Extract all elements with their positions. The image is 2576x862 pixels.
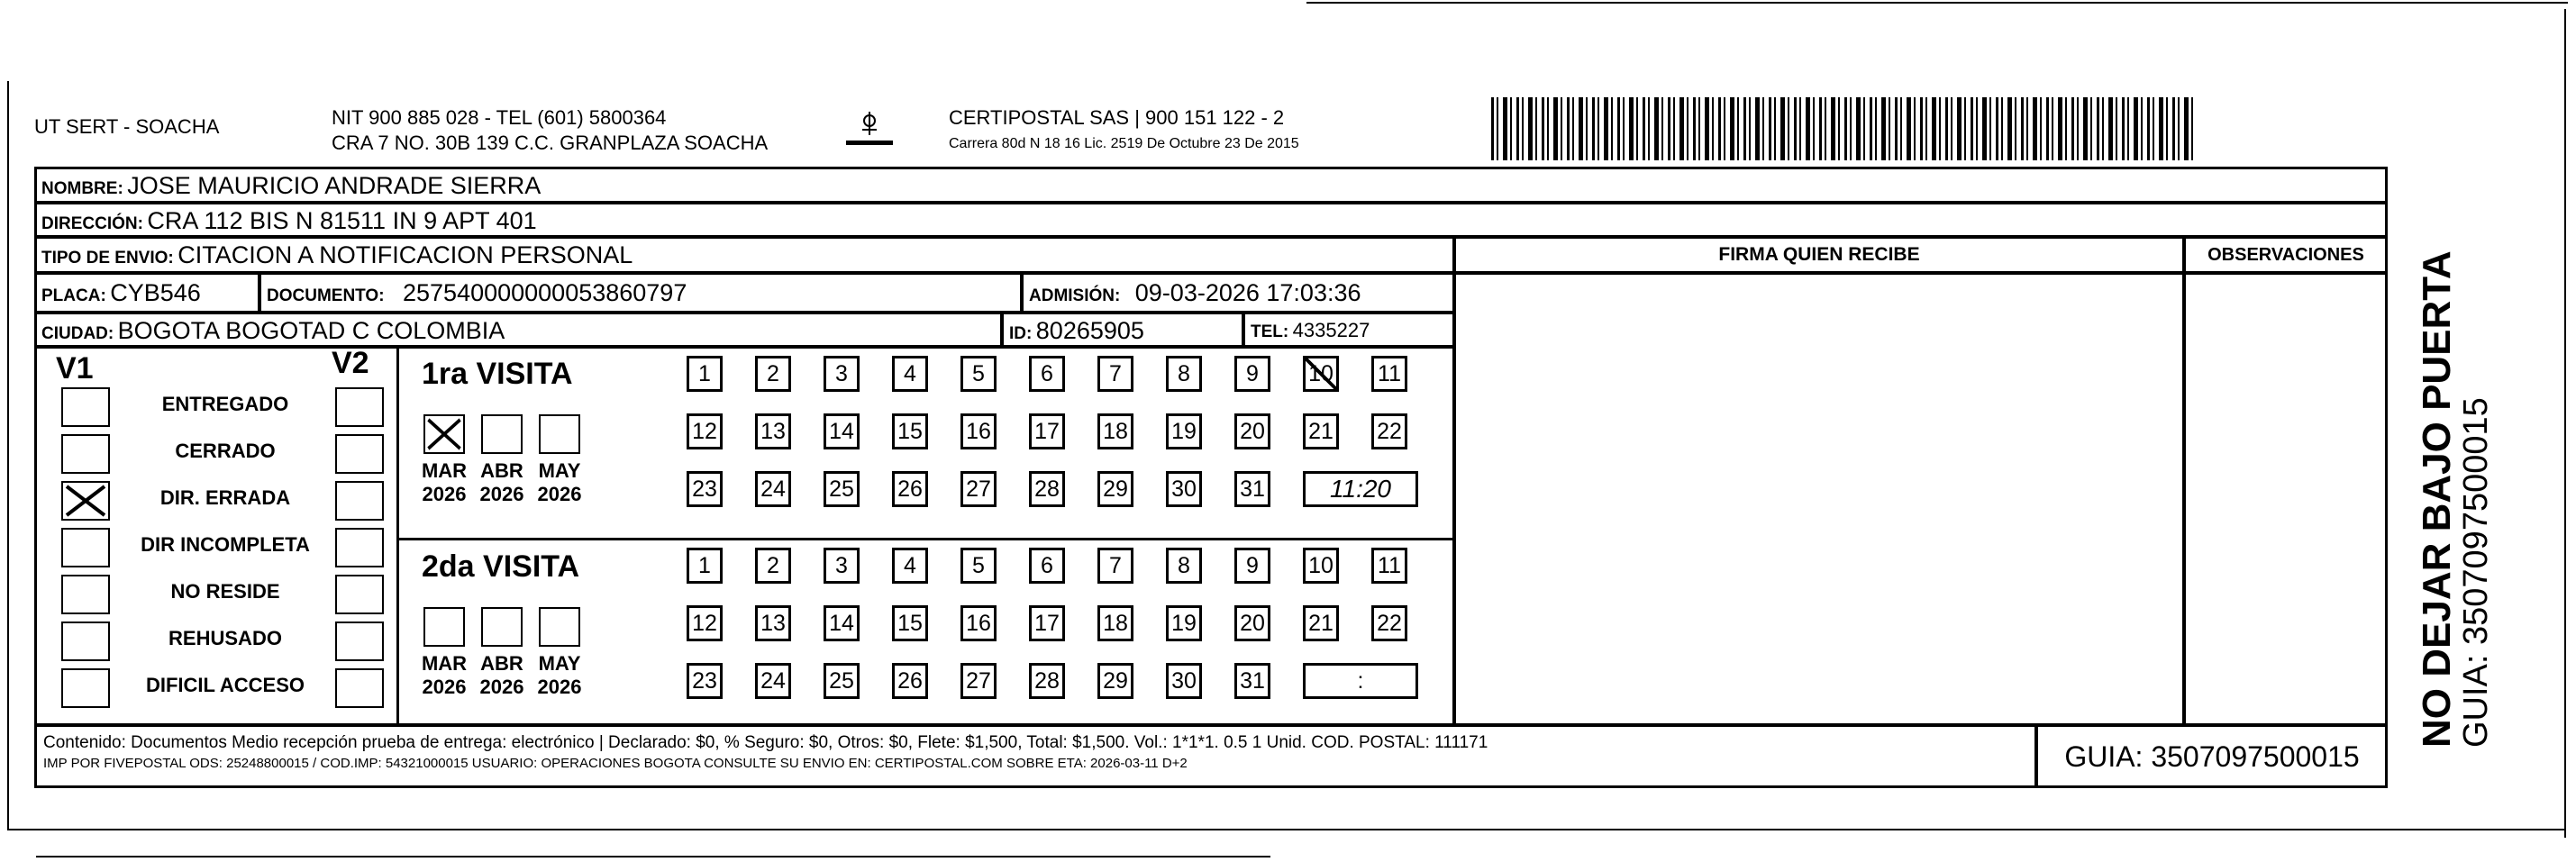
day-box[interactable]: 24 bbox=[755, 471, 791, 507]
direccion-value: CRA 112 BIS N 81511 IN 9 APT 401 bbox=[147, 207, 537, 234]
barcode bbox=[1491, 97, 2194, 160]
nit-line: NIT 900 885 028 - TEL (601) 5800364 bbox=[332, 106, 667, 129]
day-box[interactable]: 17 bbox=[1029, 413, 1065, 449]
id-value: 80265905 bbox=[1035, 317, 1144, 344]
day-box[interactable]: 3 bbox=[824, 548, 860, 584]
day-box[interactable]: 12 bbox=[687, 605, 723, 641]
tipo-label: TIPO DE ENVIO: bbox=[41, 249, 174, 268]
day-box[interactable]: 4 bbox=[892, 356, 928, 392]
direccion-label: DIRECCIÓN: bbox=[41, 214, 143, 233]
visits-divider-v bbox=[396, 347, 399, 725]
day-box[interactable]: 17 bbox=[1029, 605, 1065, 641]
v1-checkbox[interactable] bbox=[61, 668, 110, 708]
v1-checkbox[interactable] bbox=[61, 622, 110, 661]
month-label: MAY bbox=[538, 459, 581, 482]
status-label: DIR INCOMPLETA bbox=[141, 533, 310, 556]
month-label: MAY bbox=[538, 652, 581, 675]
tipo-value: CITACION A NOTIFICACION PERSONAL bbox=[177, 241, 633, 268]
tel-cell bbox=[1243, 313, 1454, 347]
month-checkbox[interactable] bbox=[423, 607, 465, 647]
v1-header: V1 bbox=[56, 351, 94, 386]
day-box[interactable]: 29 bbox=[1097, 663, 1133, 699]
company-line: CERTIPOSTAL SAS | 900 151 122 - 2 bbox=[949, 106, 1285, 129]
day-box[interactable]: 19 bbox=[1166, 605, 1202, 641]
direccion-row bbox=[34, 203, 2388, 237]
day-box[interactable]: 1 bbox=[687, 548, 723, 584]
day-box[interactable]: 9 bbox=[1234, 356, 1270, 392]
day-box[interactable]: 14 bbox=[824, 413, 860, 449]
day-box[interactable]: 26 bbox=[892, 471, 928, 507]
license-line: Carrera 80d N 18 16 Lic. 2519 De Octubre 23 De 2015 bbox=[949, 136, 1299, 151]
day-box[interactable]: 2 bbox=[755, 356, 791, 392]
day-box[interactable]: 11 bbox=[1371, 548, 1407, 584]
day-box[interactable]: 29 bbox=[1097, 471, 1133, 507]
day-box[interactable]: 30 bbox=[1166, 663, 1202, 699]
sender-label: UT SERT - SOACHA bbox=[34, 115, 220, 138]
day-box[interactable]: 7 bbox=[1097, 356, 1133, 392]
day-box[interactable]: 22 bbox=[1371, 413, 1407, 449]
v2-checkbox[interactable] bbox=[335, 434, 384, 474]
observaciones-area[interactable] bbox=[2184, 273, 2388, 725]
status-label: DIR. ERRADA bbox=[159, 486, 291, 509]
observaciones-header: OBSERVACIONES bbox=[2184, 237, 2388, 273]
company-logo-icon bbox=[842, 110, 897, 150]
placa-cell bbox=[34, 273, 259, 313]
day-box[interactable]: 15 bbox=[892, 605, 928, 641]
v1-checkbox[interactable] bbox=[61, 481, 110, 521]
day-box[interactable]: 16 bbox=[960, 605, 997, 641]
footer-content bbox=[34, 725, 2036, 788]
ciudad-cell bbox=[34, 313, 1002, 347]
placa-value: CYB546 bbox=[110, 279, 201, 306]
visits-divider-h bbox=[396, 538, 1454, 540]
day-box[interactable]: 28 bbox=[1029, 663, 1065, 699]
day-box[interactable]: 21 bbox=[1303, 605, 1339, 641]
tipo-row bbox=[34, 237, 1454, 273]
placa-label: PLACA: bbox=[41, 286, 106, 305]
sheet-left-edge bbox=[7, 81, 9, 829]
second-visit-title: 2da VISITA bbox=[422, 549, 580, 584]
day-box[interactable]: 23 bbox=[687, 471, 723, 507]
footer-guia: GUIA: 3507097500015 bbox=[2036, 725, 2388, 788]
footer-line-1: Contenido: Documentos Medio recepción prueba de entrega: electrónico | Declarado: $0, % Seguro: $0, Otros: $0, Flete: $1,500, Total: $1,500. Vol.: 1*1*1. 0.5 1 Unid. COD. POSTAL: 111171 bbox=[43, 733, 1488, 752]
ciudad-value: BOGOTA BOGOTAD C COLOMBIA bbox=[117, 317, 505, 344]
v1-checkbox[interactable] bbox=[61, 387, 110, 427]
documento-value: 257540000000053860797 bbox=[403, 279, 687, 306]
day-box[interactable]: 7 bbox=[1097, 548, 1133, 584]
day-box[interactable]: 27 bbox=[960, 471, 997, 507]
nombre-label: NOMBRE: bbox=[41, 179, 123, 198]
first-visit-time[interactable]: 11:20 bbox=[1303, 471, 1418, 507]
year-label: 2026 bbox=[422, 676, 467, 698]
v1-checkbox[interactable] bbox=[61, 434, 110, 474]
day-box[interactable]: 14 bbox=[824, 605, 860, 641]
day-box[interactable]: 27 bbox=[960, 663, 997, 699]
month-label: MAR bbox=[421, 459, 468, 482]
day-box[interactable]: 16 bbox=[960, 413, 997, 449]
day-box[interactable]: 2 bbox=[755, 548, 791, 584]
year-label: 2026 bbox=[537, 483, 582, 505]
address-line: CRA 7 NO. 30B 139 C.C. GRANPLAZA SOACHA bbox=[332, 132, 769, 154]
status-label: DIFICIL ACCESO bbox=[145, 674, 305, 696]
day-box[interactable]: 24 bbox=[755, 663, 791, 699]
admision-value: 09-03-2026 17:03:36 bbox=[1134, 279, 1361, 306]
v2-checkbox[interactable] bbox=[335, 387, 384, 427]
documento-label: DOCUMENTO: bbox=[267, 286, 385, 305]
day-box[interactable]: 10 bbox=[1303, 356, 1339, 392]
id-cell bbox=[1002, 313, 1243, 347]
documento-cell bbox=[259, 273, 1022, 313]
day-box[interactable]: 6 bbox=[1029, 548, 1065, 584]
sheet-top-edge bbox=[1306, 2, 2568, 4]
year-label: 2026 bbox=[537, 676, 582, 698]
tear-line bbox=[36, 856, 1270, 857]
day-box[interactable]: 10 bbox=[1303, 548, 1339, 584]
v1-checkbox[interactable] bbox=[61, 575, 110, 614]
day-box[interactable]: 21 bbox=[1303, 413, 1339, 449]
day-box[interactable]: 9 bbox=[1234, 548, 1270, 584]
day-box[interactable]: 19 bbox=[1166, 413, 1202, 449]
day-box[interactable]: 20 bbox=[1234, 605, 1270, 641]
nombre-row bbox=[34, 167, 2388, 203]
day-box[interactable]: 26 bbox=[892, 663, 928, 699]
second-visit-time[interactable]: : bbox=[1303, 663, 1418, 699]
day-box[interactable]: 23 bbox=[687, 663, 723, 699]
v2-checkbox[interactable] bbox=[335, 668, 384, 708]
day-box[interactable]: 25 bbox=[824, 471, 860, 507]
day-box[interactable]: 22 bbox=[1371, 605, 1407, 641]
day-box[interactable]: 31 bbox=[1234, 663, 1270, 699]
year-label: 2026 bbox=[422, 483, 467, 505]
year-label: 2026 bbox=[479, 483, 524, 505]
v2-header: V2 bbox=[332, 346, 369, 380]
footer-line-2: IMP POR FIVEPOSTAL ODS: 25248800015 / COD.IMP: 54321000015 USUARIO: OPERACIONES BOGOTA CONSULTE SU ENVIO EN: CERTIPOSTAL.COM SOBRE ETA: 2026-03-11 D+2 bbox=[43, 756, 1188, 771]
status-label: CERRADO bbox=[175, 440, 276, 462]
side-warning: NO DEJAR BAJO PUERTA bbox=[2415, 250, 2459, 748]
id-label: ID: bbox=[1009, 324, 1033, 343]
firma-header: FIRMA QUIEN RECIBE bbox=[1454, 237, 2184, 273]
firma-area[interactable] bbox=[1454, 273, 2184, 725]
first-visit-title: 1ra VISITA bbox=[422, 357, 573, 391]
v2-checkbox[interactable] bbox=[335, 481, 384, 521]
status-label: NO RESIDE bbox=[170, 580, 280, 603]
side-guia: GUIA: 3507097500015 bbox=[2457, 397, 2495, 748]
day-box[interactable]: 25 bbox=[824, 663, 860, 699]
admision-label: ADMISIÓN: bbox=[1029, 286, 1121, 305]
status-label: ENTREGADO bbox=[161, 393, 289, 415]
day-box[interactable]: 18 bbox=[1097, 605, 1133, 641]
day-box[interactable]: 12 bbox=[687, 413, 723, 449]
day-box[interactable]: 6 bbox=[1029, 356, 1065, 392]
ciudad-label: CIUDAD: bbox=[41, 324, 114, 343]
month-label: ABR bbox=[480, 652, 523, 675]
day-box[interactable]: 28 bbox=[1029, 471, 1065, 507]
day-box[interactable]: 3 bbox=[824, 356, 860, 392]
month-checkbox[interactable] bbox=[539, 414, 580, 454]
day-box[interactable]: 8 bbox=[1166, 548, 1202, 584]
day-box[interactable]: 4 bbox=[892, 548, 928, 584]
status-label: REHUSADO bbox=[168, 627, 282, 649]
v2-checkbox[interactable] bbox=[335, 622, 384, 661]
nombre-value: JOSE MAURICIO ANDRADE SIERRA bbox=[127, 172, 542, 199]
sheet-right-edge bbox=[2564, 9, 2566, 838]
day-box[interactable]: 1 bbox=[687, 356, 723, 392]
day-box[interactable]: 8 bbox=[1166, 356, 1202, 392]
day-box[interactable]: 13 bbox=[755, 413, 791, 449]
day-box[interactable]: 20 bbox=[1234, 413, 1270, 449]
day-box[interactable]: 31 bbox=[1234, 471, 1270, 507]
tel-label: TEL: bbox=[1251, 322, 1289, 341]
admision-cell bbox=[1022, 273, 1454, 313]
day-box[interactable]: 30 bbox=[1166, 471, 1202, 507]
month-label: ABR bbox=[480, 459, 523, 482]
day-box[interactable]: 5 bbox=[960, 548, 997, 584]
day-box[interactable]: 5 bbox=[960, 356, 997, 392]
year-label: 2026 bbox=[479, 676, 524, 698]
tel-value: 4335227 bbox=[1292, 319, 1370, 341]
month-checkbox[interactable] bbox=[539, 607, 580, 647]
v2-checkbox[interactable] bbox=[335, 528, 384, 567]
day-box[interactable]: 13 bbox=[755, 605, 791, 641]
day-box[interactable]: 15 bbox=[892, 413, 928, 449]
day-box[interactable]: 18 bbox=[1097, 413, 1133, 449]
month-label: MAR bbox=[421, 652, 468, 675]
month-checkbox[interactable] bbox=[423, 414, 465, 454]
day-box[interactable]: 11 bbox=[1371, 356, 1407, 392]
v2-checkbox[interactable] bbox=[335, 575, 384, 614]
month-checkbox[interactable] bbox=[481, 607, 523, 647]
month-checkbox[interactable] bbox=[481, 414, 523, 454]
sheet-bottom-edge bbox=[7, 829, 2566, 830]
v1-checkbox[interactable] bbox=[61, 528, 110, 567]
